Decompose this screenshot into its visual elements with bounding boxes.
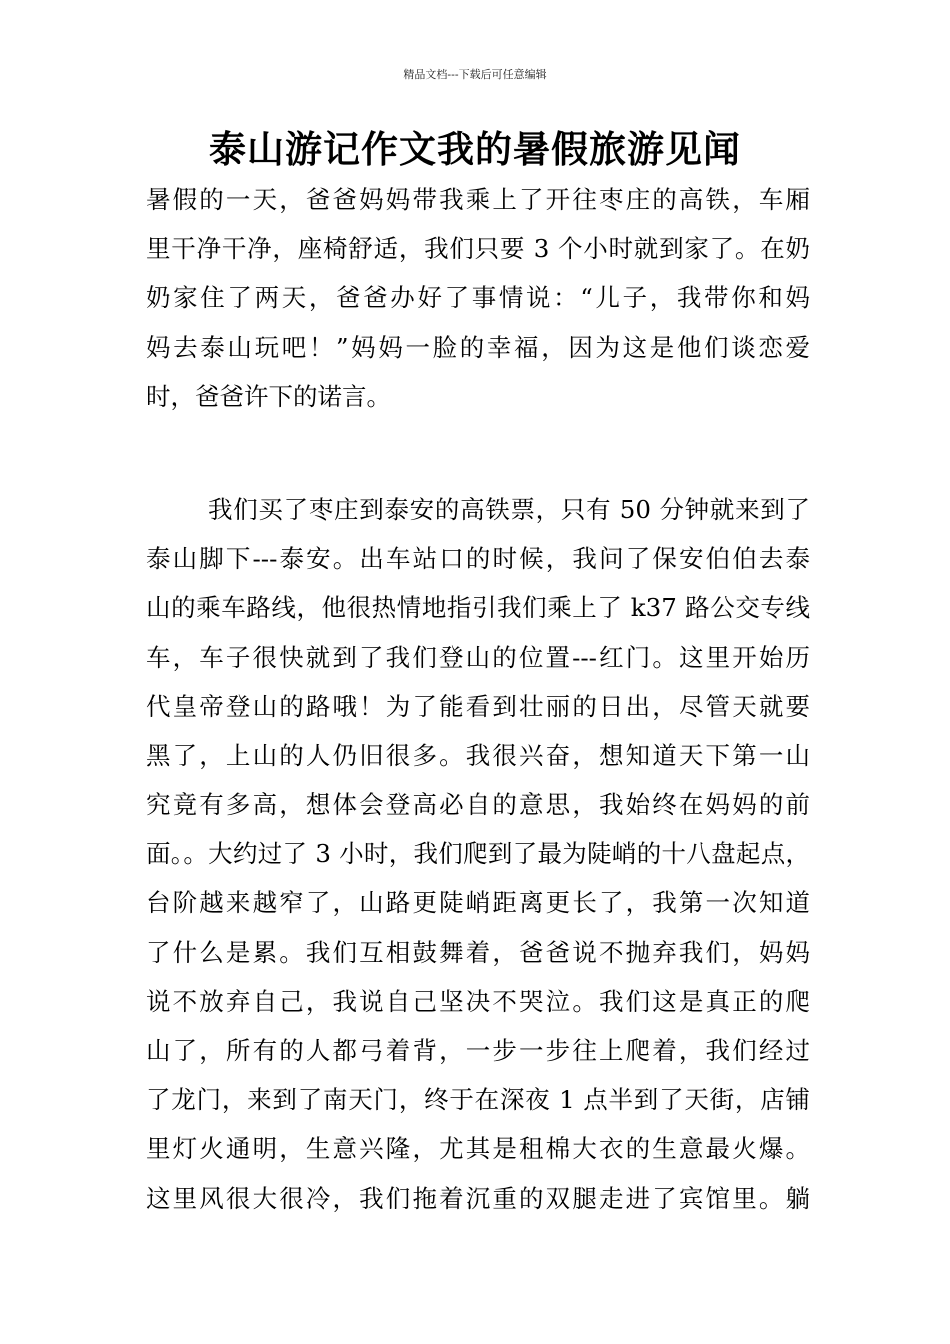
text-line: 妈去泰山玩吧！”妈妈一脸的幸福，因为这是他们谈恋爱 bbox=[146, 332, 810, 362]
text-line: 山了，所有的人都弓着背，一步一步往上爬着，我们经过 bbox=[146, 1036, 810, 1065]
paragraph bbox=[146, 485, 810, 1223]
text-line: 暑假的一天，爸爸妈妈带我乘上了开往枣庄的高铁，车厢 bbox=[146, 185, 810, 214]
article-body bbox=[146, 175, 810, 1223]
text-line: 里灯火通明，生意兴隆，尤其是租棉大衣的生意最火爆。 bbox=[146, 1134, 810, 1164]
text-line: 我们买了枣庄到泰安的高铁票，只有 50 分钟就来到了 bbox=[208, 494, 810, 524]
text-line: 究竟有多高，想体会登高必自的意思，我始终在妈妈的前 bbox=[146, 790, 810, 820]
text-line: 时，爸爸许下的诺言。 bbox=[146, 381, 391, 411]
text-line: 了什么是累。我们互相鼓舞着，爸爸说不抛弃我们，妈妈 bbox=[146, 937, 810, 967]
text-line: 泰山脚下---泰安。出车站口的时候，我问了保安伯伯去泰 bbox=[146, 544, 810, 574]
text-line: 面。。大约过了 3 小时，我们爬到了最为陡峭的十八盘起点， bbox=[146, 839, 810, 869]
paragraph-gap bbox=[146, 421, 810, 485]
text-line: 说不放弃自己，我说自己坚决不哭泣。我们这是真正的爬 bbox=[146, 986, 810, 1016]
header-note: 精品文档---下载后可任意编辑 bbox=[403, 68, 547, 81]
document-title: 泰山游记作文我的暑假旅游见闻 bbox=[209, 128, 741, 171]
text-line: 车，车子很快就到了我们登山的位置---红门。这里开始历 bbox=[146, 642, 810, 672]
text-line: 山的乘车路线，他很热情地指引我们乘上了 k37 路公交专线 bbox=[146, 593, 810, 623]
text-line: 了龙门，来到了南天门，终于在深夜 1 点半到了天街，店铺 bbox=[146, 1085, 810, 1115]
text-line: 奶家住了两天，爸爸办好了事情说：“儿子，我带你和妈 bbox=[146, 283, 810, 313]
text-line: 代皇帝登山的路哦！为了能看到壮丽的日出，尽管天就要 bbox=[146, 691, 810, 721]
text-line: 台阶越来越窄了，山路更陡峭距离更长了，我第一次知道 bbox=[146, 888, 810, 918]
text-line: 这里风很大很冷，我们拖着沉重的双腿走进了宾馆里。躺 bbox=[146, 1183, 810, 1213]
text-line: 里干净干净，座椅舒适，我们只要 3 个小时就到家了。在奶 bbox=[146, 234, 810, 264]
text-line: 黑了，上山的人仍旧很多。我很兴奋，想知道天下第一山 bbox=[146, 740, 810, 770]
paragraph bbox=[146, 175, 810, 421]
